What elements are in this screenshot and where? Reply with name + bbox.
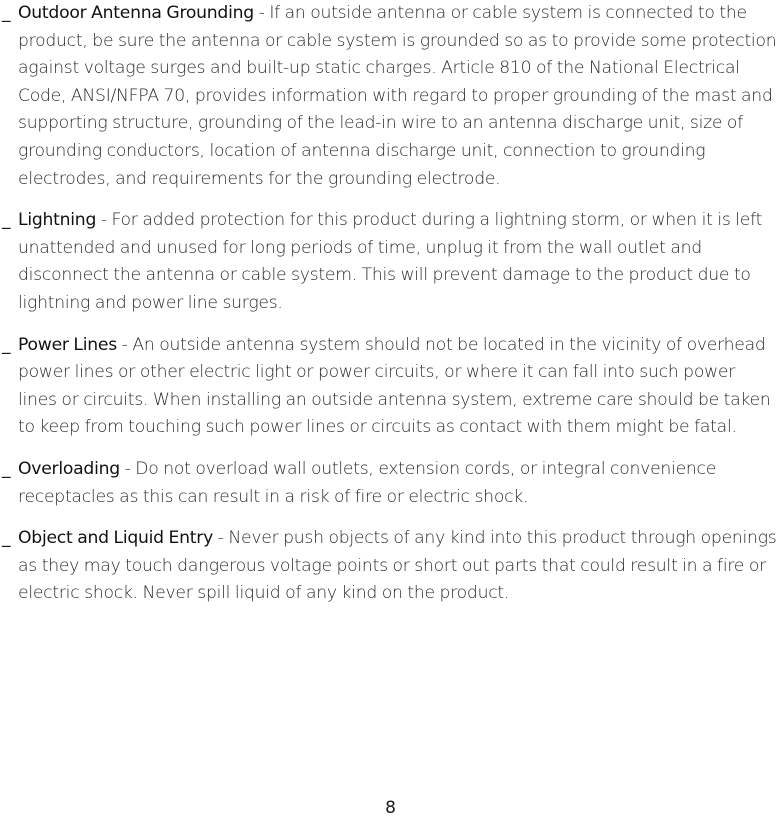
safety-item-lightning — [0, 207, 781, 317]
safety-item-object-and-liquid-entry — [0, 525, 781, 608]
bullet-marker: _ — [2, 458, 11, 479]
item-heading: Lightning — [18, 210, 97, 231]
item-heading: Overloading — [18, 458, 120, 479]
page-number: 8 — [385, 798, 396, 818]
safety-item-power-lines — [0, 332, 781, 442]
item-description: - An outside antenna system should not be located in the vicinity of overhead power lines or other electric light or power circuits, or where it can fall into such power lines or circuits. When installing an outside antenna system, extreme care should be taken to keep from touching such power lines or circuits as contact with them might be fatal. — [18, 334, 771, 438]
item-description: - If an outside antenna or cable system is connected to the product, be sure the antenna or cable system is grounded so as to provide some protection against voltage surges and built-up static charges. Article 810 of the National Electrical Code, ANSI/NFPA 70, provides information with regard to proper grounding of the mast and supporting structure, grounding of the lead-in wire to an antenna discharge unit, size of grounding conductors, location of antenna discharge unit, connection to grounding electrodes, and requirements for the grounding electrode. — [18, 3, 777, 189]
item-heading: Outdoor Antenna Grounding — [18, 3, 254, 23]
item-heading: Object and Liquid Entry — [18, 528, 214, 549]
item-description: - For added protection for this product during a lightning storm, or when it is left unattended and unused for long periods of time, unplug it from the wall outlet and disconnect the antenna or cable system. This will prevent damage to the product due to lightning and power line surges. — [18, 210, 763, 313]
bullet-marker: _ — [2, 3, 11, 23]
bullet-marker: _ — [2, 528, 11, 549]
safety-item-overloading — [0, 456, 781, 511]
bullet-marker: _ — [2, 210, 11, 231]
safety-item-outdoor-antenna-grounding — [0, 0, 781, 193]
item-heading: Power Lines — [18, 334, 117, 355]
item-description: - Never push objects of any kind into this product through openings as they may touch dangerous voltage points or short out parts that could result in a fire or electric shock. Never spill liquid of any kind on the product. — [18, 528, 777, 604]
bullet-marker: _ — [2, 334, 11, 355]
item-description: - Do not overload wall outlets, extension cords, or integral convenience receptacles as this can result in a risk of fire or electric shock. — [18, 458, 717, 507]
